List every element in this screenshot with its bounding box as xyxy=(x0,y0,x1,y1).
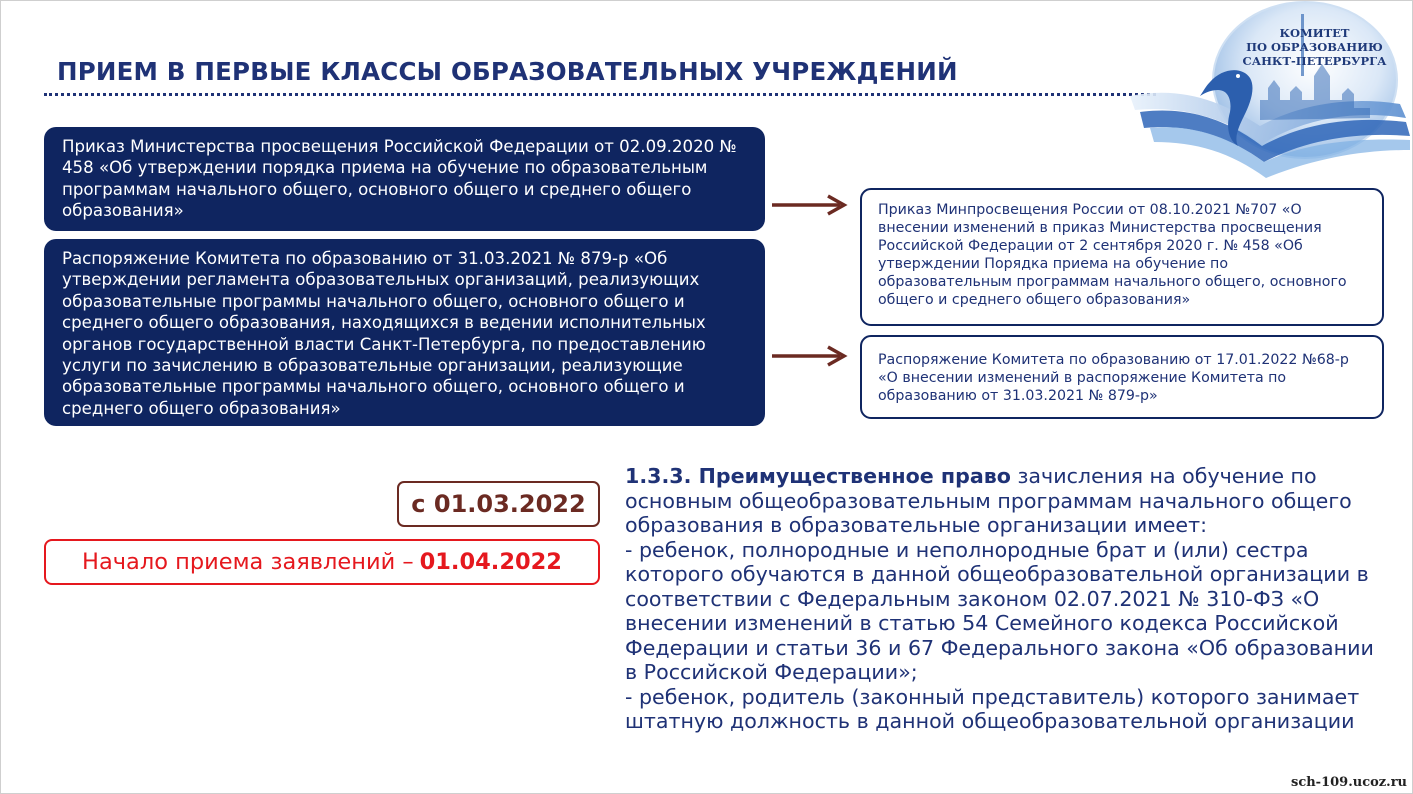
order-amendment-text: Приказ Минпросвещения России от 08.10.2021 №707 «О внесении изменений в приказ Министерства просвещения Российской Федерации от 2 сентября 2020 г. № 458 «Об утверждении Порядка приема на обучение по образовательным программам начального общего, основного общего и среднего общего образования» xyxy=(878,202,1347,308)
title-divider xyxy=(44,93,1156,96)
arrow-right-icon xyxy=(772,344,852,368)
effective-date-badge xyxy=(397,481,600,527)
logo-line-2: ПО ОБРАЗОВАНИЮ xyxy=(1246,40,1383,54)
priority-right-intro-text: зачисления на обучение по основным общеобразовательным программам начального общего образования в образовательные организации имеет: xyxy=(625,464,1352,537)
application-start-date: 01.04.2022 xyxy=(419,549,562,575)
logo-line-3: САНКТ-ПЕТЕРБУРГА xyxy=(1242,54,1387,68)
priority-right-intro xyxy=(625,464,1385,538)
priority-right-heading: 1.3.3. Преимущественное право xyxy=(625,464,1011,488)
arrow-right-icon xyxy=(772,193,852,217)
ministry-order-text: Приказ Министерства просвещения Российской Федерации от 02.09.2020 № 458 «Об утверждении порядка приема на обучение по образовательным программам начального общего, основного общего и среднего общего образования» xyxy=(62,137,737,221)
committee-decree-box xyxy=(44,239,765,426)
logo-line-1: КОМИТЕТ xyxy=(1279,26,1350,40)
decree-amendment-text: Распоряжение Комитета по образованию от 17.01.2022 №68-р «О внесении изменений в распоряжение Комитета по образованию от 31.03.2021 № 879-р» xyxy=(878,352,1349,404)
application-start-box xyxy=(44,539,600,585)
committee-decree-text: Распоряжение Комитета по образованию от 31.03.2021 № 879-р «Об утверждении регламента образовательных организаций, реализующих образовательные программы начального общего, основного общего и среднего общего образования, находящихся в ведении исполнительных органов государственной власти Санкт-Петербурга, по предоставлению услуги по зачислению в образовательные организации, реализующие образовательные программы начального общего, основного общего и среднего общего образования» xyxy=(62,249,706,418)
priority-right-item-staff: - ребенок, родитель (законный представитель) которого занимает штатную должность в данной общеобразовательной организации xyxy=(625,684,1360,733)
footer-url: sch-109.ucoz.ru xyxy=(1291,775,1407,790)
application-start-label: Начало приема заявлений – xyxy=(82,549,414,575)
decree-amendment-box xyxy=(860,335,1384,419)
slide-title: ПРИЕМ В ПЕРВЫЕ КЛАССЫ ОБРАЗОВАТЕЛЬНЫХ УЧРЕЖДЕНИЙ xyxy=(57,57,958,86)
ministry-order-box xyxy=(44,127,765,231)
priority-right-section xyxy=(625,464,1385,734)
priority-right-item-siblings: - ребенок, полнородные и неполнородные брат и (или) сестра которого обучаются в данной общеобразовательной организации в соответствии с Федеральным законом 02.07.2021 № 310-ФЗ «О внесении изменений в статью 54 Семейного кодекса Российской Федерации и статьи 36 и 67 Федерального закона «Об образовании в Российской Федерации»; xyxy=(625,537,1374,684)
effective-date-text: с 01.03.2022 xyxy=(411,490,586,518)
order-amendment-box xyxy=(860,188,1384,326)
